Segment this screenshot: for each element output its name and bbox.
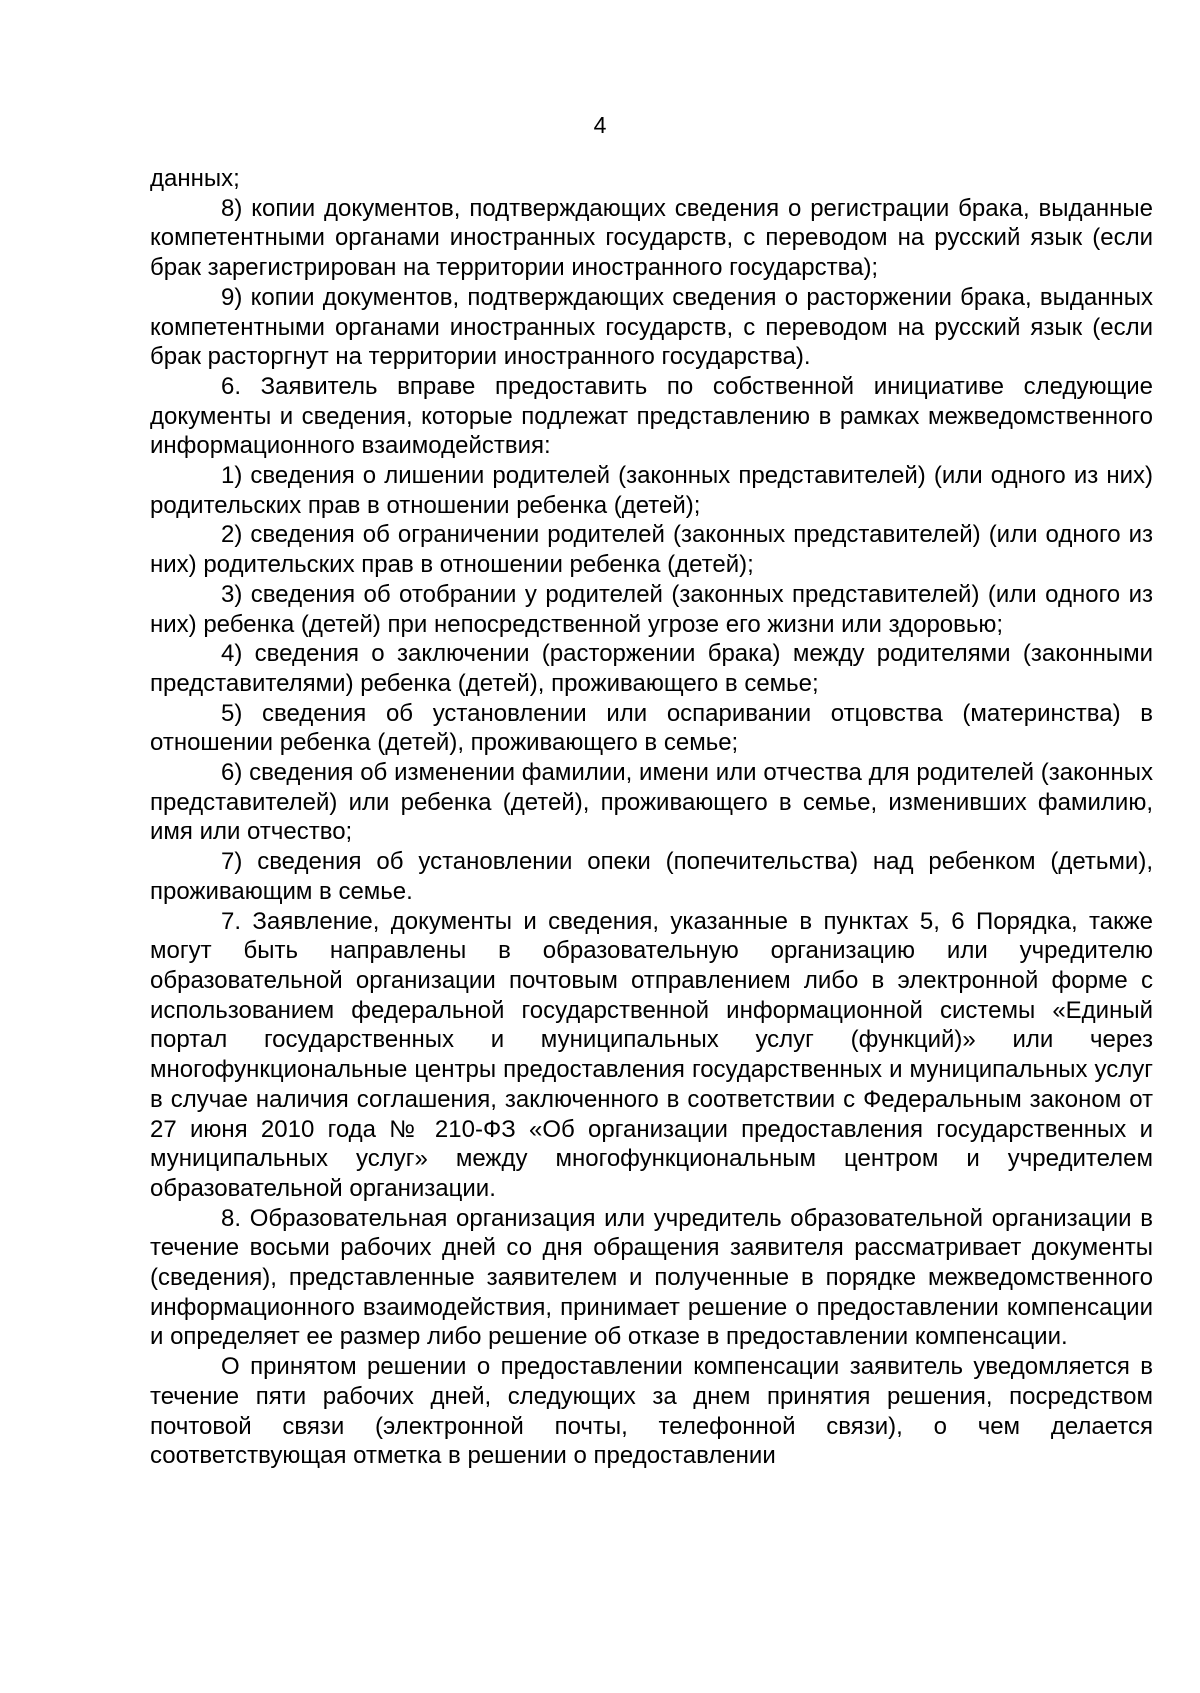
clause-7: 7. Заявление, документы и сведения, указанные в пунктах 5, 6 Порядка, также могут быть направлены в образовательную организацию или учредителю образовательной организации почтовым отправлением либо в электронной форме с использованием федеральной государственной информационной системы «Единый портал государственных и муниципальных услуг (функций)» или через многофункциональные центры предоставления государственных и муниципальных услуг в случае наличия соглашения, заключенного в соответствии с Федеральным законом от 27 июня 2010 года № 210-ФЗ «Об организации предоставления государственных и муниципальных услуг» между многофункциональным центром и учредителем образовательной организации. [150, 907, 1153, 1202]
list-item-9-divorce: 9) копии документов, подтверждающих сведения о расторжении брака, выданных компетентными органами иностранных государств, с переводом на русский язык (если брак расторгнут на территории иностранного государства). [150, 283, 1153, 371]
page-number: 4 [593, 112, 607, 138]
clause-8-notification: О принятом решении о предоставлении компенсации заявитель уведомляется в течение пяти рабочих дней, следующих за днем принятия решения, посредством почтовой связи (электронной почты, телефонной связи), о чем делается соответствующая отметка в решении о предоставлении [150, 1353, 1153, 1470]
list-item-4-marriage-status: 4) сведения о заключении (расторжении брака) между родителями (законными представителями) ребенка (детей), проживающего в семье; [150, 640, 1153, 697]
clause-8: 8. Образовательная организация или учредитель образовательной организации в течение восьми рабочих дней со дня обращения заявителя рассматривает документы (сведения), представленные заявителем и полученные в порядке межведомственного информационного взаимодействия, принимает решение о предоставлении компенсации и определяет ее размер либо решение об отказе в предоставлении компенсации. [150, 1204, 1153, 1351]
clause-6: 6. Заявитель вправе предоставить по собственной инициативе следующие документы и сведения, которые подлежат представлению в рамках межведомственного информационного взаимодействия: [150, 372, 1153, 460]
list-item-5-paternity: 5) сведения об установлении или оспаривании отцовства (материнства) в отношении ребенка (детей), проживающего в семье; [150, 699, 1153, 757]
list-item-6-name-change: 6) сведения об изменении фамилии, имени или отчества для родителей (законных представителей) или ребенка (детей), проживающего в семье, изменивших фамилию, имя или отчество; [150, 759, 1153, 846]
list-item-7-guardianship: 7) сведения об установлении опеки (попечительства) над ребенком (детьми), проживающим в семье. [150, 848, 1153, 905]
list-item-8-marriage-registration: 8) копии документов, подтверждающих сведения о регистрации брака, выданные компетентными органами иностранных государств, с переводом на русский язык (если брак зарегистрирован на территории иностранного государства); [150, 194, 1153, 282]
list-item-2-restriction-rights: 2) сведения об ограничении родителей (законных представителей) (или одного из них) родительских прав в отношении ребенка (детей); [150, 521, 1153, 579]
document-body [150, 164, 1153, 1471]
paragraph-continuation: данных; [150, 165, 240, 192]
list-item-3-removal-child: 3) сведения об отобрании у родителей (законных представителей) (или одного из них) ребенка (детей) при непосредственной угрозе его жизни или здоровью; [150, 580, 1153, 638]
list-item-1-deprivation-rights: 1) сведения о лишении родителей (законных представителей) (или одного из них) родительских прав в отношении ребенка (детей); [150, 462, 1153, 519]
